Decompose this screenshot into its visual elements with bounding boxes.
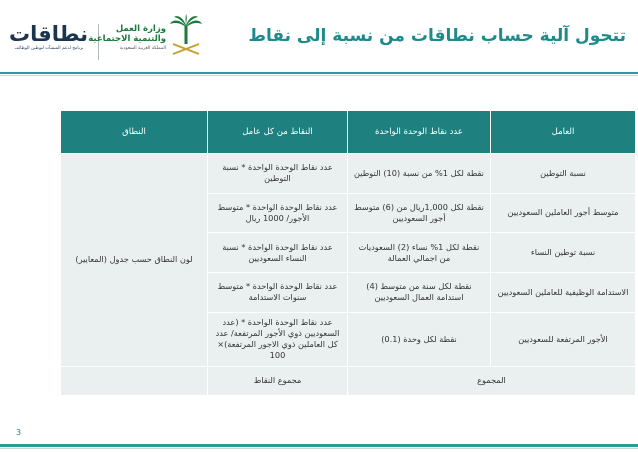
header-divider <box>0 72 638 74</box>
cell-factor: نسبة توطين النساء <box>491 233 636 273</box>
header-factor: العامل <box>491 111 636 154</box>
cell-points: عدد نقاط الوحدة الواحدة * نسبة النساء السعوديين <box>208 233 348 273</box>
ministry-logo <box>88 12 166 51</box>
cell-factor: الاستدامة الوظيفية للعاملين السعوديين <box>491 272 636 312</box>
table-header-row <box>61 111 636 154</box>
cell-unit-points: نقطة لكل 1% من نسبة (10) التوطين <box>348 154 491 194</box>
table-row <box>61 154 636 194</box>
slide-title: تتحول آلية حساب نطاقات من نسبة إلى نقاط <box>248 26 626 46</box>
cell-factor: نسبة التوطين <box>491 154 636 194</box>
cell-unit-points: نقطة لكل وحدة (0.1) <box>348 312 491 366</box>
nitaqat-logo-tagline: برنامج لدعم المنشآت لتوطين الوظائف <box>14 46 84 51</box>
cell-unit-points: نقطة لكل سنة من متوسط (4) استدامة العمال السعوديين <box>348 272 491 312</box>
cell-total-points: مجموع النقاط <box>208 366 348 395</box>
nitaqat-logo-word: نطاقات <box>9 22 88 46</box>
cell-points: عدد نقاط الوحدة الواحدة * متوسط الأجور/ 1000 ريال <box>208 193 348 233</box>
slide-number: 3 <box>16 428 22 437</box>
cell-factor: الأجور المرتفعة للسعوديين <box>491 312 636 366</box>
palm-swords-emblem-icon <box>168 14 204 58</box>
footer-divider-thin <box>0 448 638 449</box>
table-total-row <box>61 366 636 395</box>
nitaqat-logo <box>10 22 88 51</box>
cell-factor: متوسط أجور العاملين السعوديين <box>491 193 636 233</box>
ministry-country-line: المملكة العربية السعودية <box>119 46 166 51</box>
header-unit-points: عدد نقاط الوحدة الواحدة <box>348 111 491 154</box>
cell-unit-points: نقطة لكل 1,000ريال من (6) متوسط أجور السعوديين <box>348 193 491 233</box>
cell-points: عدد نقاط الوحدة الواحدة * متوسط سنوات الاستدامة <box>208 272 348 312</box>
cell-range: لون النطاق حسب جدول (المعايير) <box>61 154 208 367</box>
cell-empty <box>61 366 208 395</box>
cell-points: عدد نقاط الوحدة الواحدة * (عدد السعوديين ذوي الأجور المرتفعة/ عدد كل العاملين ذوي الاجور المرتفعة)× 100 <box>208 312 348 366</box>
points-table <box>60 110 636 396</box>
ministry-name-line1: وزارة العمل <box>115 24 166 34</box>
cell-total-label: المجموع <box>348 366 636 395</box>
footer-divider <box>0 444 638 447</box>
cell-points: عدد نقاط الوحدة الواحدة * نسبة التوطين <box>208 154 348 194</box>
ministry-name-line2: والتنمية الاجتماعية <box>88 34 166 44</box>
logo-group <box>10 8 210 68</box>
header-range: النطاق <box>61 111 208 154</box>
cell-unit-points: نقطة لكل 1% نساء (2) السعوديات من اجمالي العمالة <box>348 233 491 273</box>
header-divider-thin <box>0 75 638 76</box>
header-points-per-factor: النقاط من كل عامل <box>208 111 348 154</box>
